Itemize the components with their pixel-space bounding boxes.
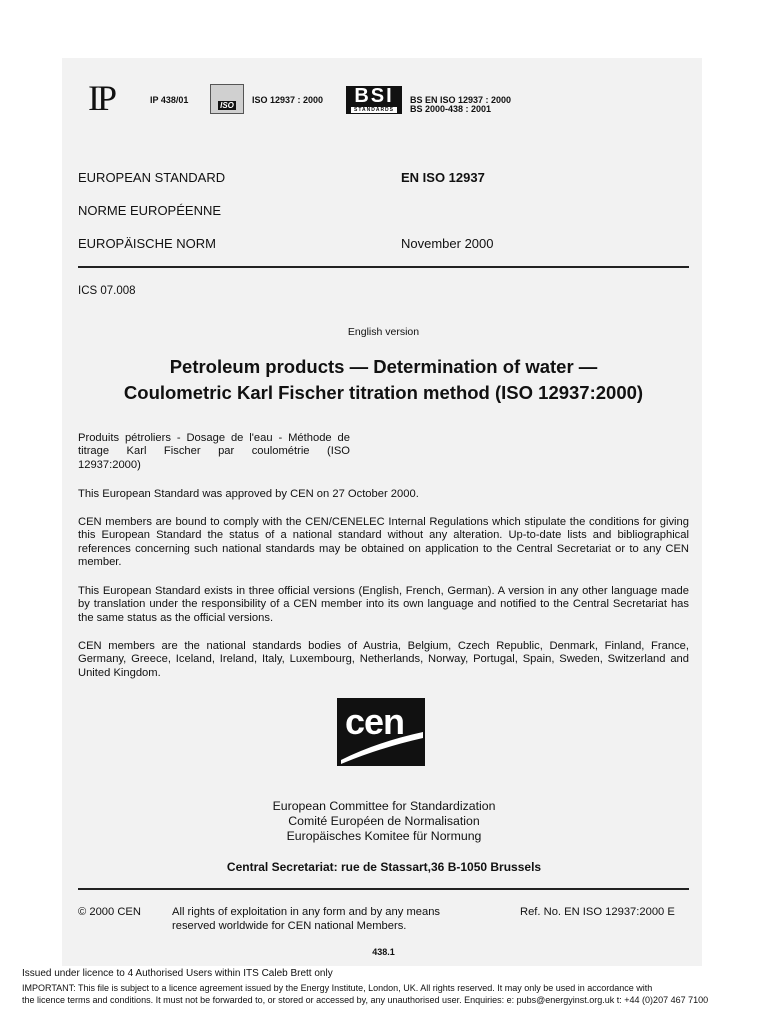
- ics-code: ICS 07.008: [78, 285, 136, 297]
- bs-code-2: BS 2000-438 : 2001: [410, 104, 492, 114]
- members-list-paragraph: CEN members are the national standards bodies of Austria, Belgium, Czech Republic, Denmark, Finland, France, Germany, Greece, Iceland, Ireland, Italy, Luxembourg, Netherlands, Norway, Portugal, Spain, Sweden, Switzerland and United Kingdom.: [78, 640, 689, 679]
- version-label: English version: [347, 326, 420, 338]
- licence-terms: the licence terms and conditions. It must not be forwarded to, or stored or accessed by, any unauthorised user. Enquiries: e: pubs@energyinst.org.uk t: +44 (0)207 467 7100: [22, 995, 709, 1005]
- rights-line-1: All rights of exploitation in any form and by any means: [172, 906, 441, 918]
- french-title-line-3: 12937:2000): [78, 458, 141, 471]
- ip-code: IP 438/01: [150, 95, 189, 105]
- french-title: [78, 432, 350, 472]
- title-line-2: Coulometric Karl Fischer titration method (ISO 12937:2000): [123, 382, 644, 403]
- footer-divider: [78, 888, 689, 890]
- label-europaische-norm: EUROPÄISCHE NORM: [78, 236, 216, 251]
- label-norme-europeenne: NORME EUROPÉENNE: [78, 203, 222, 218]
- french-title-line-2: titrage Karl Fischer par coulométrie (ISO: [78, 445, 350, 458]
- standard-date: November 2000: [401, 236, 494, 251]
- copyright: © 2000 CEN: [78, 906, 141, 918]
- committee-name-fr: Comité Européen de Normalisation: [288, 814, 480, 828]
- committee-name-en: European Committee for Standardization: [272, 799, 496, 813]
- bsi-logo-text: BSI: [354, 85, 394, 107]
- committee-name-de: Europäisches Komitee für Normung: [286, 829, 482, 843]
- header-divider: [78, 266, 689, 268]
- document-title: [78, 354, 689, 406]
- rights-notice: [172, 906, 440, 933]
- approval-paragraph: This European Standard was approved by CEN on 27 October 2000.: [78, 488, 419, 500]
- iso-logo-text: ISO: [220, 101, 234, 110]
- french-title-line-1: Produits pétroliers - Dosage de l'eau - Méthode de: [78, 432, 350, 444]
- label-european-standard: EUROPEAN STANDARD: [78, 170, 226, 185]
- page-number: 438.1: [372, 947, 395, 957]
- licence-issued: Issued under licence to 4 Authorised Users within ITS Caleb Brett only: [22, 968, 333, 979]
- cen-logo-text: cen: [345, 701, 405, 742]
- central-secretariat: Central Secretariat: rue de Stassart,36 B-1050 Brussels: [226, 860, 542, 874]
- cen-logo: [337, 698, 425, 766]
- members-bound-paragraph: CEN members are bound to comply with the CEN/CENELEC Internal Regulations which stipulate the conditions for giving this European Standard the status of a national standard without any alteration. Up-to-date lists and bibliographical references concerning such national standards may be obtained on application to the Central Secretariat or to any CEN member.: [78, 516, 689, 568]
- title-line-1: Petroleum products — Determination of water —: [169, 356, 598, 377]
- bsi-logo-subtext: STANDARDS: [351, 107, 397, 113]
- reference-number: Ref. No. EN ISO 12937:2000 E: [520, 906, 675, 918]
- standard-number: EN ISO 12937: [401, 170, 485, 185]
- iso-code: ISO 12937 : 2000: [252, 95, 324, 105]
- licence-important: IMPORTANT: This file is subject to a licence agreement issued by the Energy Institute, London, UK. All rights reserved. It may only be used in accordance with: [22, 983, 653, 993]
- iso-logo: [210, 84, 244, 114]
- bs-code-1: BS EN ISO 12937 : 2000: [410, 95, 512, 105]
- versions-paragraph: This European Standard exists in three official versions (English, French, German). A version in any other language made by translation under the responsibility of a CEN member into its own language and notified to the Central Secretariat has the same status as the official versions.: [78, 585, 689, 624]
- rights-line-2: reserved worldwide for CEN national Members.: [172, 919, 407, 932]
- bsi-logo: [346, 86, 402, 114]
- ip-logo: IP: [88, 78, 115, 118]
